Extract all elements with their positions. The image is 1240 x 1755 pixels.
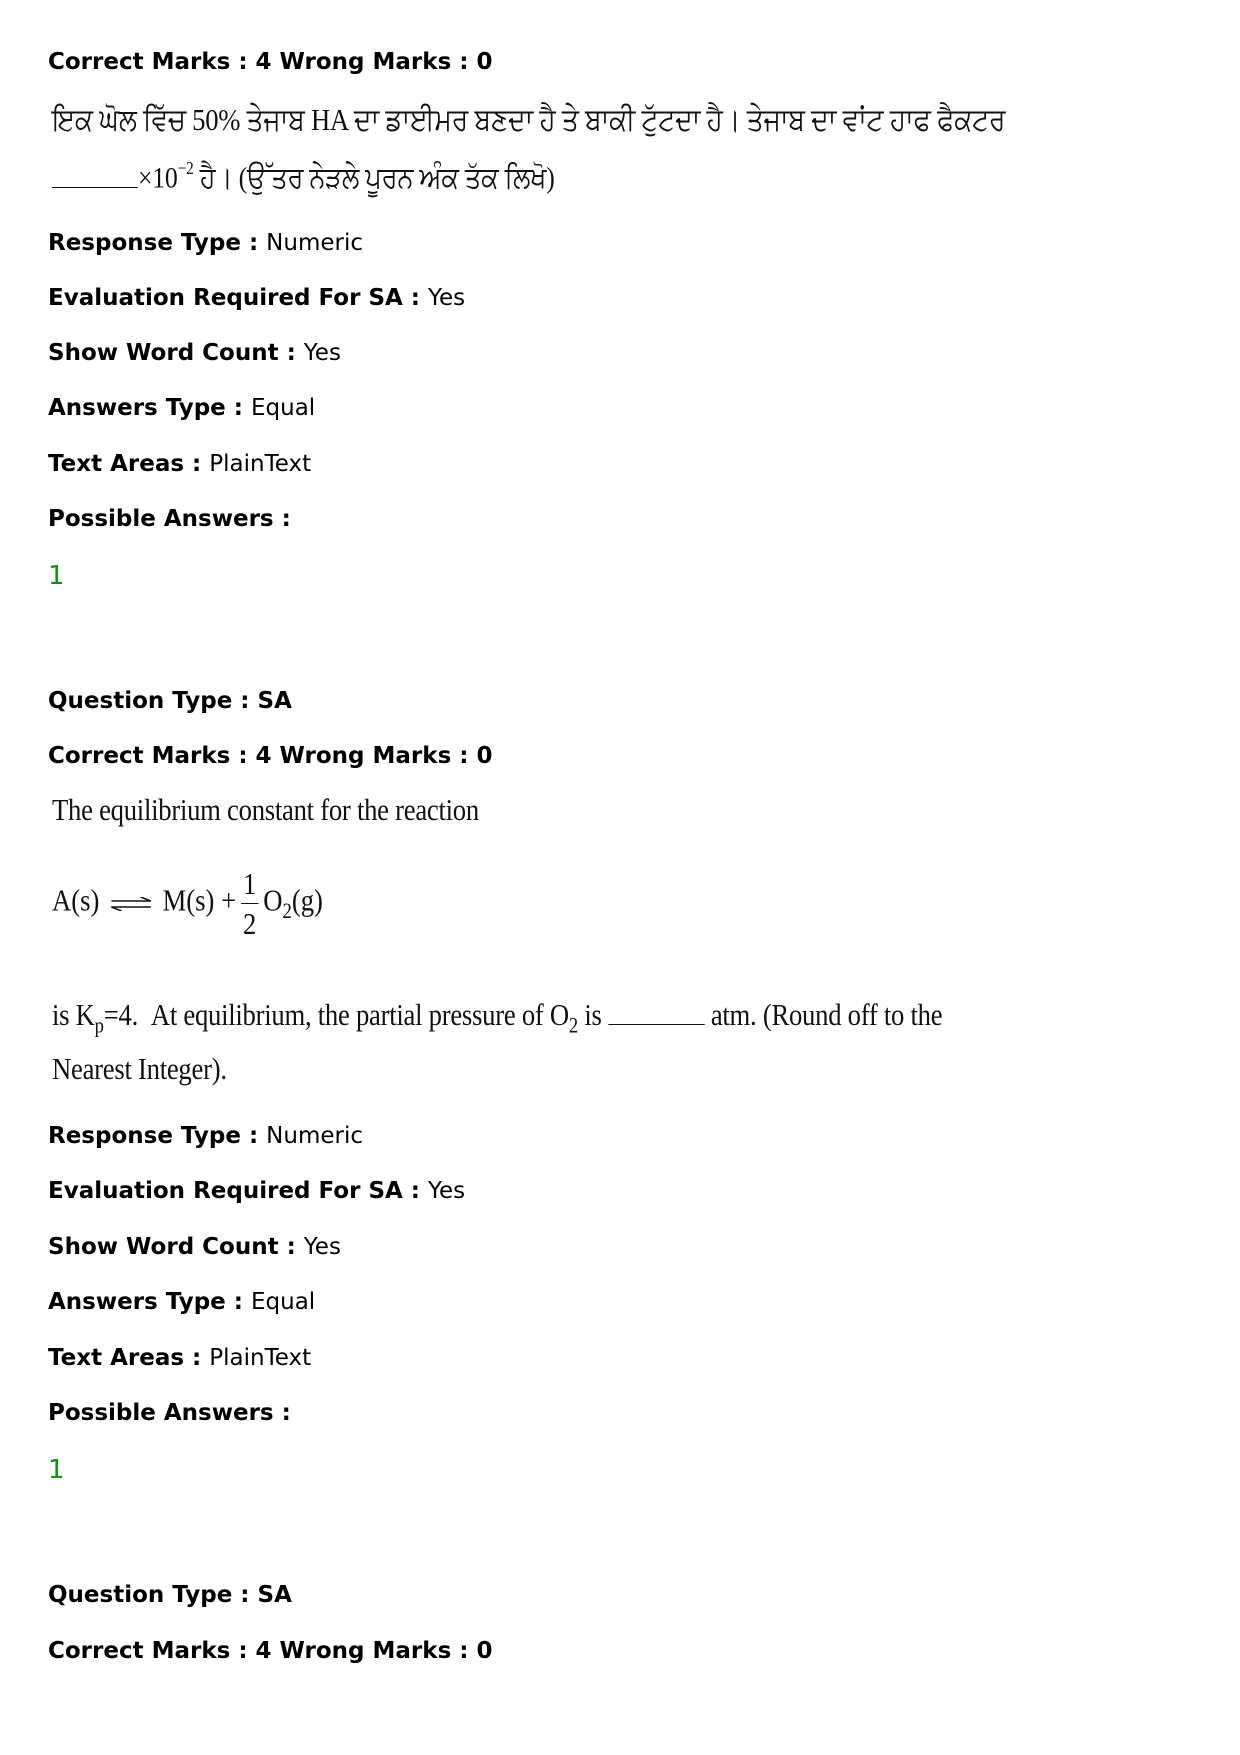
fraction-numerator: 1	[241, 868, 258, 904]
question-multiplier: ×10	[138, 161, 178, 195]
kp-value: =4.	[103, 997, 139, 1032]
oxygen-subscript: 2	[282, 899, 292, 924]
equilibrium-arrow-icon	[109, 897, 152, 911]
evaluation-required	[48, 1176, 465, 1206]
possible-answer-value: 1	[48, 561, 65, 591]
text-areas-label: Text Areas :	[48, 1345, 210, 1371]
response-type-value: Numeric	[266, 1123, 364, 1149]
answers-type-value: Equal	[250, 395, 316, 421]
marks-label: Correct Marks : 4 Wrong Marks : 0	[48, 743, 493, 769]
question-text-line-1: ਇਕ ਘੋਲ ਵਿੱਚ 50% ਤੇਜਾਬ HA ਦਾ ਡਾਈਮਰ ਬਣਦਾ ਹੈ ਤੇ ਬਾਕੀ ਟੁੱਟਦਾ ਹੈ। ਤੇਜਾਬ ਦਾ ਵਾਂਟ ਹਾਫ ਫੈਕਟਰ	[52, 102, 1006, 137]
reaction-product: M(s) +	[162, 882, 237, 918]
possible-answers-label: Possible Answers :	[48, 1400, 291, 1426]
answer-blank	[608, 1024, 704, 1025]
question-type: Question Type : SA	[48, 1582, 292, 1608]
text-areas	[48, 449, 311, 479]
marks-label: Correct Marks : 4 Wrong Marks : 0	[48, 1638, 493, 1664]
kp-prefix: is K	[52, 997, 95, 1032]
reaction-reactant: A(s)	[52, 882, 100, 918]
possible-answer-value: 1	[48, 1455, 65, 1485]
response-type-label: Response Type :	[48, 230, 267, 256]
marks-label: Correct Marks : 4 Wrong Marks : 0	[48, 49, 493, 75]
question-type: Question Type : SA	[48, 688, 292, 714]
answer-blank	[52, 187, 138, 188]
fraction-denominator: 2	[243, 906, 257, 941]
question-suffix: ਹੈ। (ਉੱਤਰ ਨੇੜਲੇ ਪੂਰਨ ਅੰਕ ਤੱਕ ਲਿਖੋ)	[199, 161, 555, 195]
answers-type-value: Equal	[250, 1289, 316, 1315]
word-count-label: Show Word Count :	[48, 340, 304, 366]
question-intro: The equilibrium constant for the reaction	[52, 792, 479, 827]
kp-subscript: p	[94, 1013, 104, 1038]
question-text-line-2	[52, 158, 555, 196]
word-count-value: Yes	[303, 340, 341, 366]
response-type-label: Response Type :	[48, 1123, 267, 1149]
answers-type-label: Answers Type :	[48, 395, 251, 421]
equilibrium-statement-line-2: Nearest Integer).	[52, 1051, 227, 1086]
equilibrium-statement-line-1	[52, 997, 942, 1039]
text-areas-label: Text Areas :	[48, 451, 210, 477]
answers-type	[48, 1287, 315, 1317]
possible-answers-label: Possible Answers :	[48, 506, 291, 532]
answers-type	[48, 393, 315, 423]
answers-type-label: Answers Type :	[48, 1289, 251, 1315]
equilibrium-text: At equilibrium, the partial pressure of O	[150, 997, 569, 1032]
text-areas-value: PlainText	[209, 1345, 312, 1371]
evaluation-required	[48, 283, 465, 313]
reaction-equation	[52, 868, 323, 939]
response-type	[48, 1121, 363, 1151]
oxygen-symbol: O	[263, 882, 283, 918]
evaluation-label: Evaluation Required For SA :	[48, 1178, 429, 1204]
oxygen-state: (g)	[291, 882, 323, 918]
o2-subscript: 2	[568, 1013, 578, 1038]
evaluation-label: Evaluation Required For SA :	[48, 285, 429, 311]
evaluation-value: Yes	[428, 1178, 466, 1204]
text-areas	[48, 1343, 311, 1373]
question-exponent: −2	[177, 158, 194, 178]
word-count-label: Show Word Count :	[48, 1234, 304, 1260]
response-type-value: Numeric	[266, 230, 364, 256]
response-type	[48, 228, 363, 258]
show-word-count	[48, 338, 341, 368]
text-areas-value: PlainText	[209, 451, 312, 477]
equilibrium-suffix: atm. (Round off to the	[710, 997, 943, 1032]
evaluation-value: Yes	[428, 285, 466, 311]
word-count-value: Yes	[303, 1234, 341, 1260]
show-word-count	[48, 1232, 341, 1262]
fraction-one-half	[241, 868, 258, 939]
equilibrium-is: is	[584, 997, 602, 1032]
